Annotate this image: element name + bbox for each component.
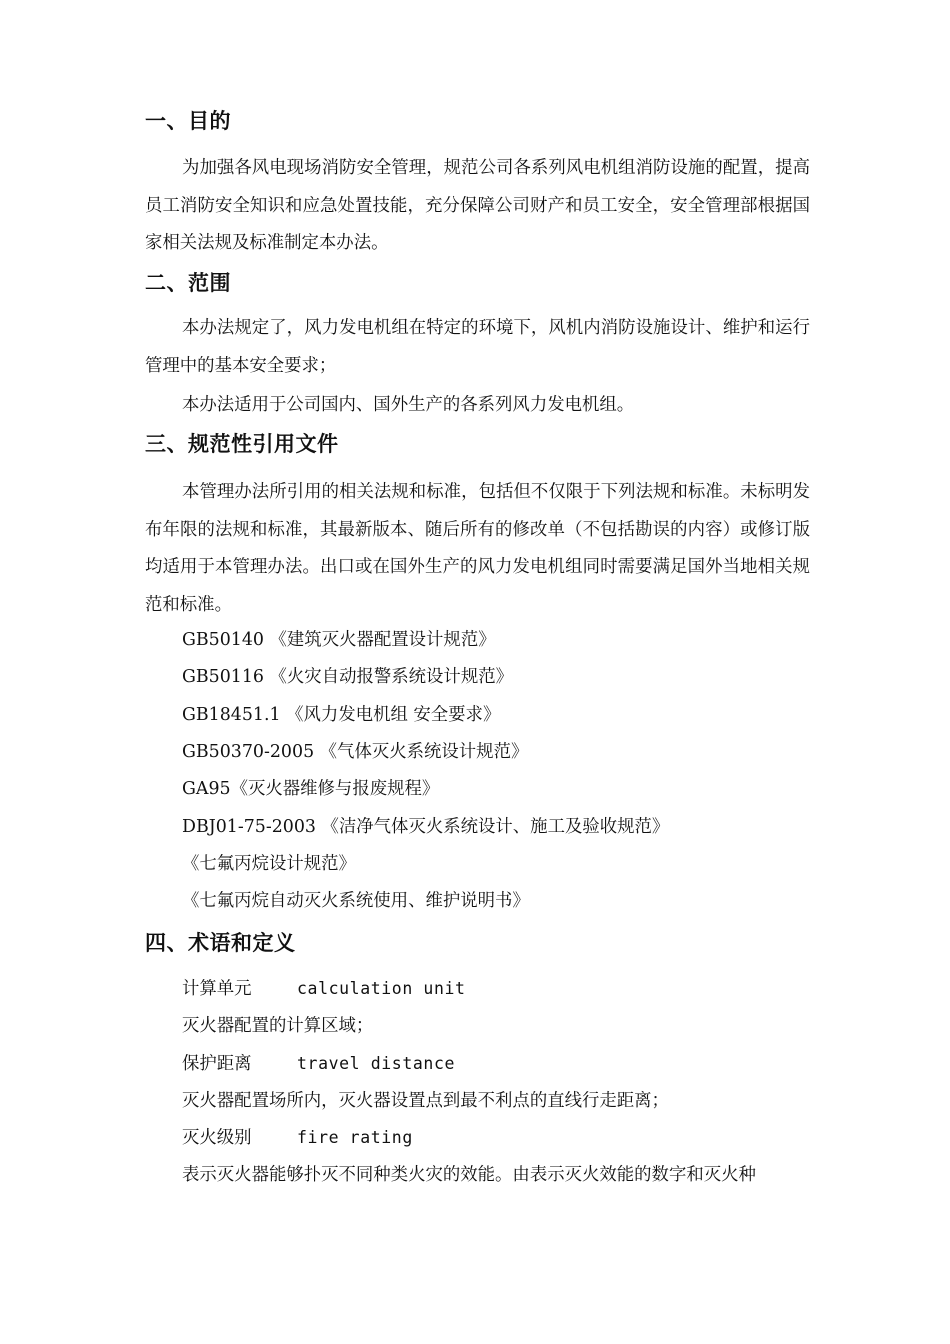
term-definition: 表示灭火器能够扑灭不同种类火灾的效能。由表示灭火效能的数字和灭火种 — [182, 1165, 756, 1185]
section-heading-purpose: 一、目的 — [145, 109, 231, 133]
section-heading-scope: 二、范围 — [145, 271, 231, 295]
term-chinese: 保护距离 — [182, 1054, 252, 1074]
reference-item: GB50370-2005 《气体灭火系统设计规范》 — [182, 742, 529, 762]
section-heading-terms: 四、术语和定义 — [145, 931, 296, 955]
reference-item: DBJ01-75-2003 《洁净气体灭火系统设计、施工及验收规范》 — [182, 817, 670, 837]
reference-item: 《七氟丙烷设计规范》 — [182, 854, 356, 874]
purpose-paragraph: 为加强各风电现场消防安全管理，规范公司各系列风电机组消防设施的配置，提高员工消防安全知识和应急处置技能，充分保障公司财产和员工安全，安全管理部根据国家相关法规及标准制定本办法。 — [145, 158, 810, 253]
term-chinese: 计算单元 — [182, 979, 252, 999]
reference-item: GB50140 《建筑灭火器配置设计规范》 — [182, 630, 496, 650]
reference-item: GB18451.1 《风力发电机组 安全要求》 — [182, 705, 501, 725]
references-paragraph: 本管理办法所引用的相关法规和标准，包括但不仅限于下列法规和标准。未标明发布年限的法规和标准，其最新版本、随后所有的修改单（不包括勘误的内容）或修订版均适用于本管理办法。出口或在国外生产的风力发电机组同时需要满足国外当地相关规范和标准。 — [145, 482, 810, 615]
term-english: calculation unit — [297, 979, 466, 998]
term-definition: 灭火器配置的计算区域； — [182, 1016, 374, 1036]
reference-item: 《七氟丙烷自动灭火系统使用、维护说明书》 — [182, 891, 530, 911]
reference-item: GA95《灭火器维修与报废规程》 — [182, 779, 440, 799]
term-entry — [182, 977, 466, 1001]
reference-item: GB50116 《火灾自动报警系统设计规范》 — [182, 667, 513, 687]
term-definition: 灭火器配置场所内，灭火器设置点到最不利点的直线行走距离； — [182, 1091, 669, 1111]
scope-paragraph-2: 本办法适用于公司国内、国外生产的各系列风力发电机组。 — [182, 395, 635, 415]
term-chinese: 灭火级别 — [182, 1128, 252, 1148]
term-english: travel distance — [297, 1054, 456, 1073]
term-entry — [182, 1126, 413, 1150]
section-heading-references: 三、规范性引用文件 — [145, 432, 339, 456]
scope-paragraph-1: 本办法规定了，风力发电机组在特定的环境下，风机内消防设施设计、维护和运行管理中的基本安全要求； — [145, 318, 810, 376]
term-entry — [182, 1052, 456, 1076]
term-english: fire rating — [297, 1128, 413, 1147]
